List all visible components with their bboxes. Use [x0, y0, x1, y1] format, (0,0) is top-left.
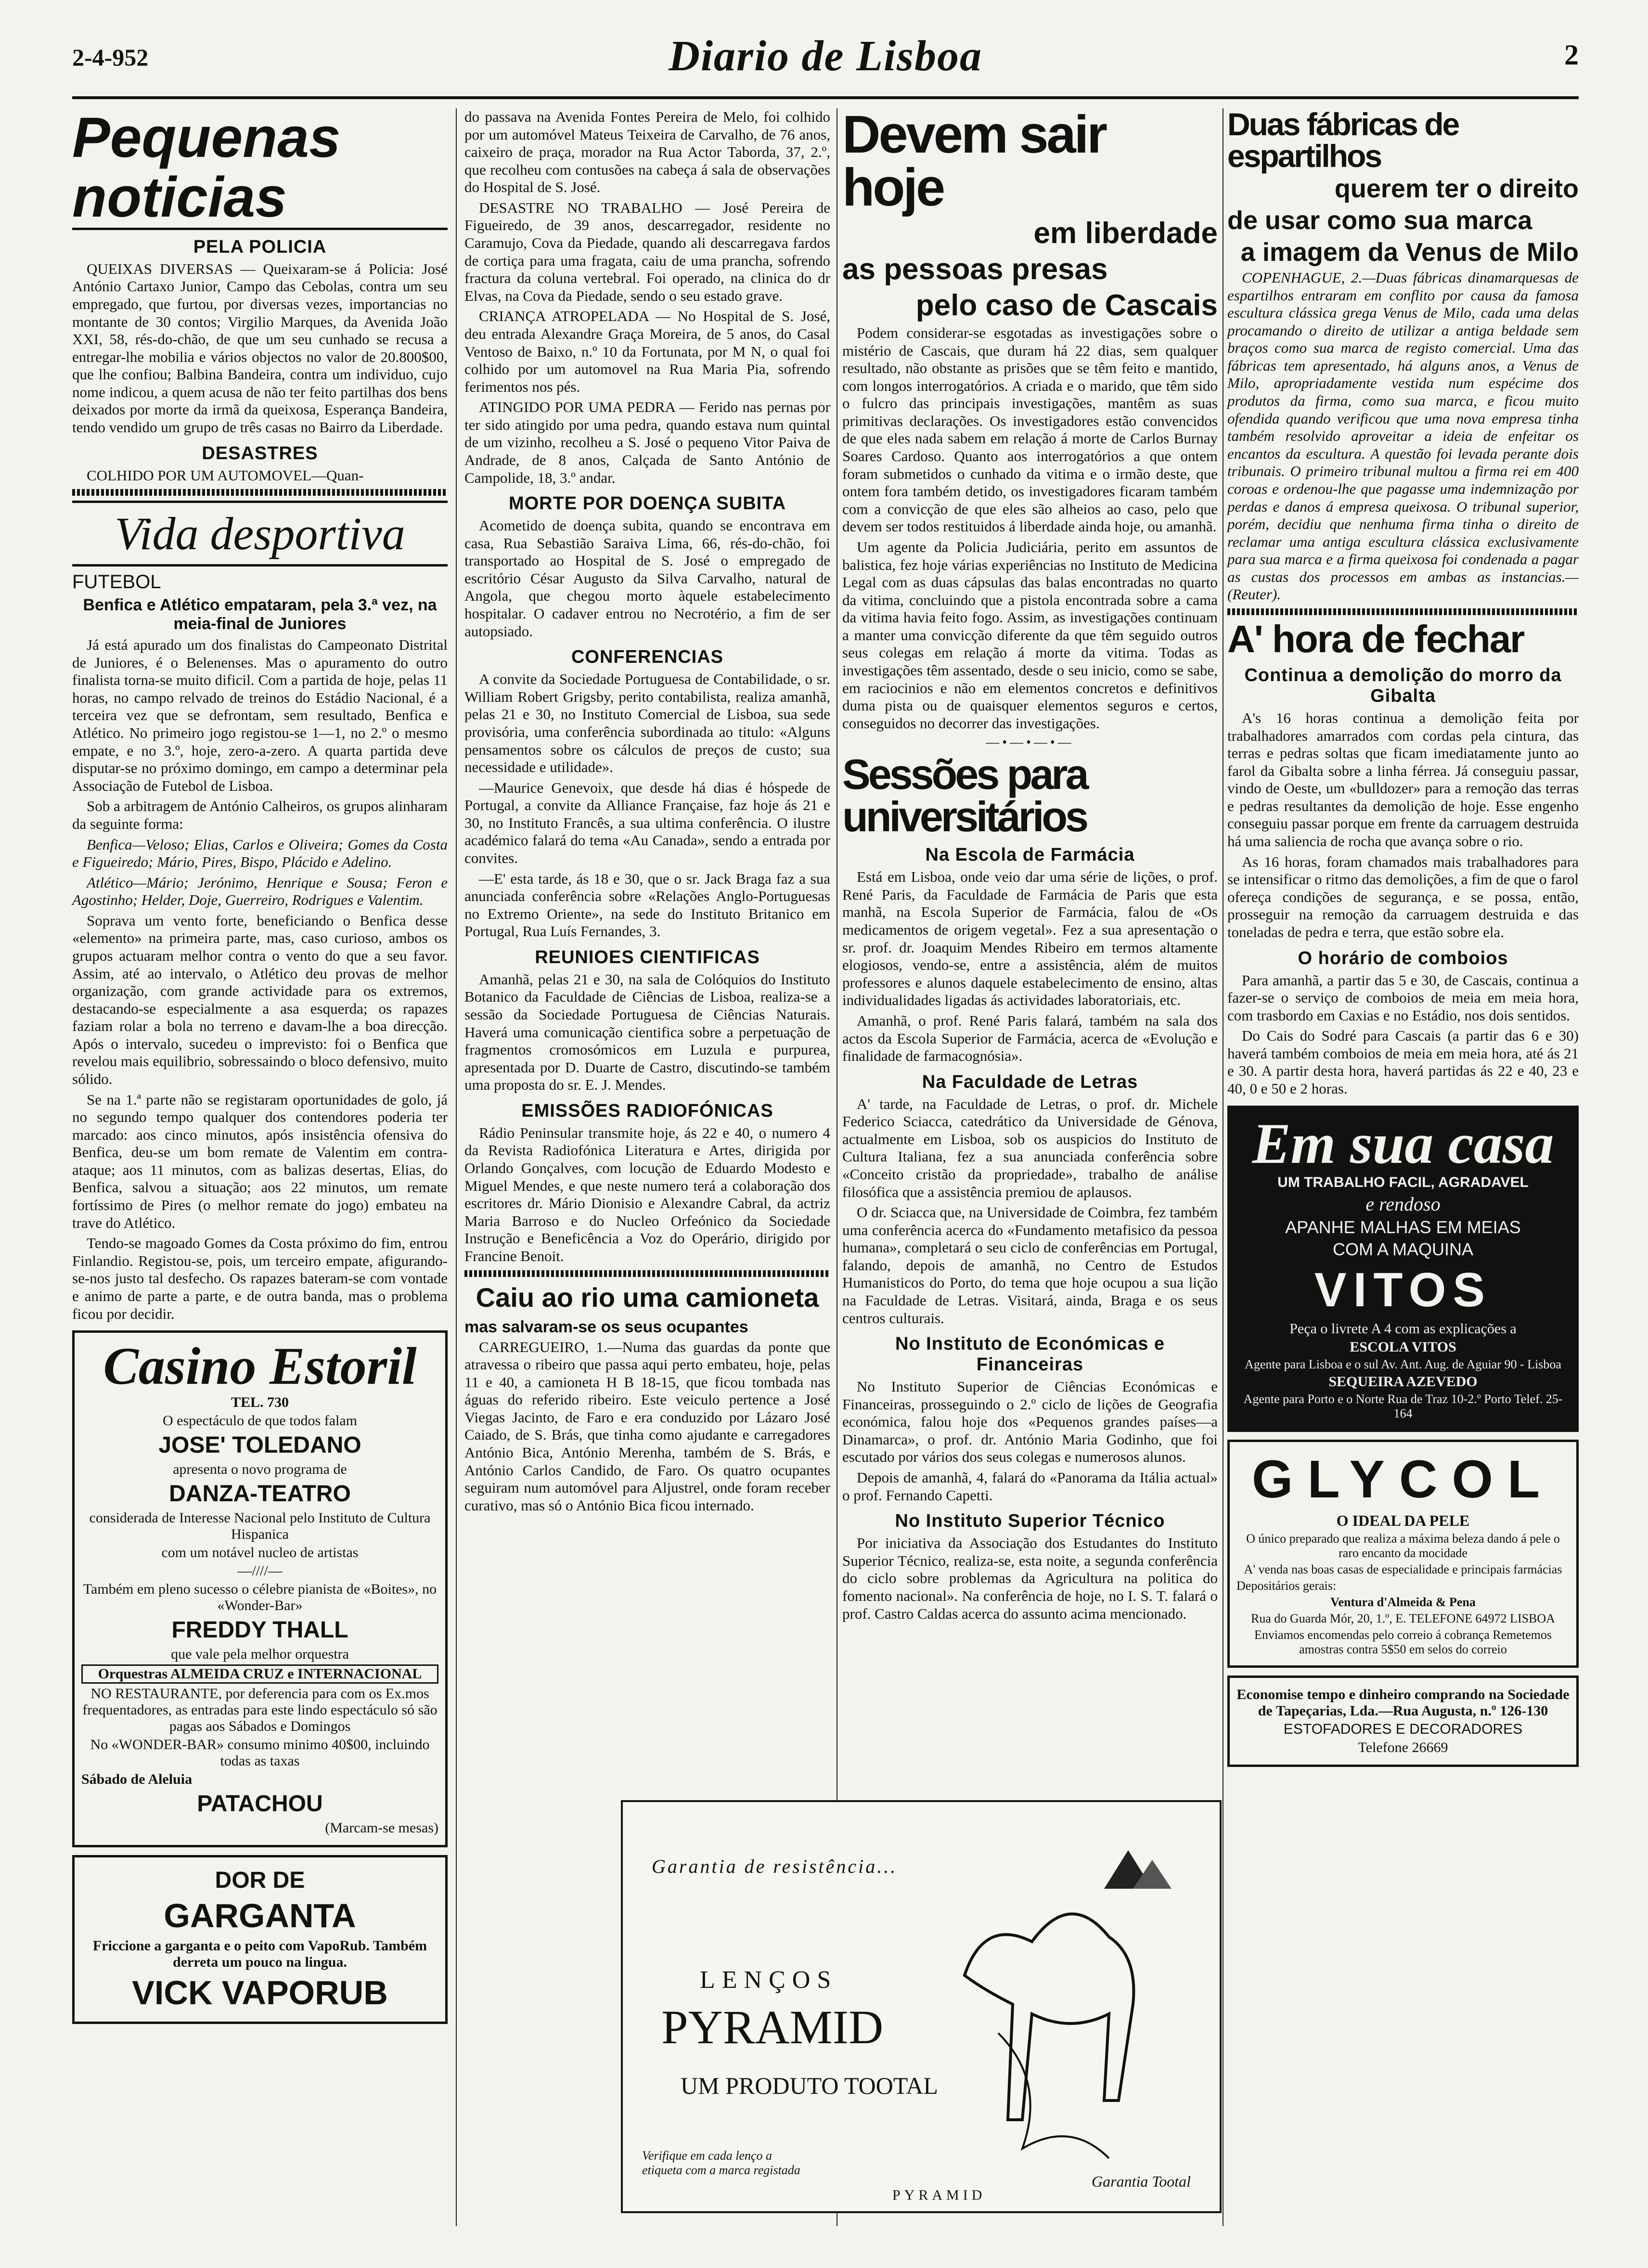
caiu-title: Caiu ao rio uma camioneta — [476, 1282, 819, 1313]
pyramid-ad — [621, 1800, 1222, 2213]
benfica-paragraph: Benfica—Veloso; Elias, Carlos e Oliveira; Gomes da Costa e Figueiredo; Mário, Pires, Bispo, Plácido e Adelino. — [72, 836, 448, 871]
pyramid-tagline: Garantia de resistência... — [652, 1856, 898, 1877]
vitos-line: Agente para Porto e o Norte Rua de Traz 10-2.º Porto Telef. 25-164 — [1243, 1392, 1563, 1420]
pyramid-lencos: LENÇOS — [700, 1966, 838, 1994]
morte-title: MORTE POR DOENÇA SUBITA — [508, 493, 786, 514]
pyramid-verifique: Verifique em cada lenço a etiqueta com a marca registada — [642, 2149, 800, 2177]
column-divider — [456, 108, 457, 2226]
pequenas-noticias-headline: Pequenas noticias — [72, 108, 448, 230]
reunioes-title: REUNIOES CIENTIFICAS — [535, 947, 760, 967]
caiu-subtitle: mas salvaram-se os seus ocupantes — [464, 1317, 748, 1336]
separator-dots: —•—•—•— — [986, 735, 1074, 750]
vitos-line: SEQUEIRA AZEVEDO — [1328, 1373, 1478, 1390]
vick-vaporub-ad — [72, 1855, 448, 2024]
hora-text: A's 16 horas continua a demolição feita por trabalhadores amarrados com cordas pela cintura, das terras e pedras soltas que ficam imediatamente junto ao farol da Gibalta sobre a linha férrea. Já conseguiu passar, vindo de Oeste, um «bulldozer» para a remoção das terras e pedras resultantes da demolição de hoje. Esse engenho conseguiu passar porque em frente da carruagem destruida há uma saliencia de rocha que avança sobre o rio. — [1227, 709, 1579, 850]
column-4 — [1227, 108, 1579, 1767]
letras-title: Na Faculdade de Letras — [922, 1071, 1138, 1092]
glycol-line: Enviamos encomendas pelo correio á cobrança Remetemos amostras contra 5$50 em selos do correio — [1254, 1627, 1552, 1656]
casino-line: considerada de Interesse Nacional pelo Instituto de Cultura Hispanica — [89, 1510, 431, 1543]
atingido-text: ATINGIDO POR UMA PEDRA — Ferido nas pernas por ter sido atingido por uma pedra, quando estava num quintal de um vizinho, recolheu a S. José o pequeno Vitor Paiva de Andrade, de 8 anos, Calçada de Santo António de Campolide, 18, 3.º andar. — [464, 399, 830, 486]
venus-headline-3: de usar como sua marca — [1227, 206, 1532, 235]
glycol-line: A' venda nas boas casas de especialidade e principais farmácias — [1244, 1562, 1562, 1576]
casino-artist: JOSE' TOLEDANO — [158, 1432, 361, 1458]
casino-line: —////— — [237, 1563, 283, 1579]
benfica-paragraph: Já está apurado um dos finalistas do Campeonato Distrital de Juniores, é o Belenenses. Mas o apuramento do outro finalista torna-se muito dificil. Com a partida de hoje, pelas 11 horas, no campo relvado de treinos do Estádio Nacional, é a terceira vez que se defrontam, sem resultado, Benfica e Atlético. No primeiro jogo registou-se 1—1, no 2.º o mesmo empate, e no 3.º, hoje, zero-a-zero. A quarta partida deve disputar-se no próximo domingo, em campo a determinar pela Associação de Futebol de Lisboa. — [72, 636, 448, 794]
conferencia-text: —E' esta tarde, ás 18 e 30, que o sr. Jack Braga faz a sua anunciada conferência sobre «Relações Anglo-Portuguesas no Extremo Oriente», na sede do Instituto Britanico em Portugal, Rua Luís Fernandes, 3. — [464, 870, 830, 940]
emissoes-title: EMISSÕES RADIOFÓNICAS — [521, 1100, 773, 1121]
vitos-line: UM TRABALHO FACIL, AGRADAVEL — [1277, 1174, 1529, 1190]
reunioes-text: Amanhã, pelas 21 e 30, na sala de Colóquios do Instituto Botanico da Faculdade de Ciências de Lisboa, realiza-se a sessão da Sociedade Portuguesa de Ciências Naturais. Haverá uma comunicação cientifica sobre a perpetuação de fragmentos cromosómicos em Luzula e purpurea, apresentada por D. Duarte de Castro, discutindo-se também uma proposta do sr. E. J. Mendes. — [464, 970, 830, 1094]
casino-show: DANZA-TEATRO — [169, 1481, 351, 1507]
pela-policia-title: PELA POLICIA — [193, 236, 327, 257]
comboios-title: O horário de comboios — [1298, 948, 1508, 968]
masthead-rule — [72, 96, 1579, 99]
desastres-title: DESASTRES — [202, 443, 318, 464]
tapecarias-line: ESTOFADORES E DECORADORES — [1283, 1721, 1523, 1737]
vick-dor: DOR DE — [215, 1868, 305, 1894]
vitos-script: Em sua casa — [1252, 1111, 1554, 1175]
page-number: 2 — [1564, 39, 1579, 71]
venus-headline-2: querem ter o direito — [1334, 174, 1579, 203]
hora-headline: A' hora de fechar — [1227, 617, 1524, 660]
vitos-line: Agente para Lisboa e o sul Av. Ant. Aug. de Aguiar 90 - Lisboa — [1245, 1357, 1561, 1371]
emissoes-text: Rádio Peninsular transmite hoje, ás 22 e 40, o numero 4 da Revista Radiofónica Literatura e Artes, dirigida por Orlando Gonçalves, com locução de Eduardo Modesto e Miguel Mendes, e que neste numero terá a colaboração dos escritores dr. Mário Dionisio e Alexandre Cabral, da actriz Maria Barroso e do Nucleo Orfeónico da Sociedade Instrução e Beneficência a Voz do Operário, dirigido por Francine Benoit. — [464, 1124, 830, 1264]
vick-garganta: GARGANTA — [164, 1897, 356, 1935]
tapecarias-line: Economise tempo e dinheiro comprando na Sociedade de Tapeçarias, Lda.—Rua Augusta, n.º 126-130 — [1236, 1686, 1570, 1719]
separator-band — [464, 1270, 830, 1277]
sessoes-headline: Sessões para universitários — [842, 750, 1087, 841]
issue-date: 2-4-952 — [72, 44, 149, 71]
vitos-line: e rendoso — [1365, 1193, 1441, 1215]
casino-patachou: PATACHOU — [197, 1791, 323, 1817]
column-2 — [464, 108, 830, 1517]
colhido-continued: do passava na Avenida Fontes Pereira de Melo, foi colhido por um automóvel Mateus Teixeira de Carvalho, de 76 anos, caixeiro de praça, morador na Rua Actor Taborda, 37, 2.º, que recolheu com contusões na cabeça á sala de observações do Hospital de S. José. — [464, 108, 830, 196]
glycol-line: Ventura d'Almeida & Pena — [1330, 1595, 1476, 1609]
cascais-text: Um agente da Policia Judiciária, perito em assuntos de balistica, fez hoje várias experiências no Instituto de Medicina Legal com as duas cápsulas das balas encontradas no quarto da vitima, concluindo que a pistola encontrada sobre a cama da vitima havia feito fogo. Assim, as investigações continuam a manter uma convicção diferente da que têm seguido outros seus colegas em relação á morte da vitima. Todas as investigações têm assentado, desde o seu inicio, como se sabe, em raciocinios e não em elementos concretos e definitivos duma pista ou de quaisquer elementos seguros e certos, conseguidos no decorrer das investigações. — [842, 538, 1218, 732]
caiu-text: CARREGUEIRO, 1.—Numa das guardas da ponte que atravessa o ribeiro que passa aqui perto embateu, hoje, pelas 11 e 40, a camioneta H B 18-15, que ficou tombada nas águas do referido ribeiro. Este veiculo pertence a José Viegas Jacinto, de Faro e era conduzido por Lázaro José Caiado, de S. Brás, que tinha como ajudante e carregadores António Bica, António Merenha, também de S. Brás, e António Carlos Candido, de Faro. Os quatro ocupantes seguiram num automóvel para Aljustrel, onde foram receber curativo, mas só o António Bica ficou internado. — [464, 1338, 830, 1514]
vitos-line: Peça o livrete A 4 com as explicações a — [1289, 1320, 1517, 1337]
queixas-text: QUEIXAS DIVERSAS — Queixaram-se á Policia: José António Cartaxo Junior, Campo das Cebolas, contra um seu empregado, que furtou, por diversas vezes, importancias no montante de 30 contos; Virgilio Marques, da Avenida João XXI, 58, rés-do-chão, de que um seu cunhado se recusa a entregar-lhe mobilia e vários objectos no valor de 20.800$00, que lhe confiou; Balbina Bandeira, contra um individuo, cujo nome indicou, a quem acusa de não ter feito partilhas dos bens deixados por morte da irmã da queixosa, Esperança Bandeira, tendo vendido um grupo de três casas no Bairro da Liberdade. — [72, 260, 448, 436]
futebol-label: FUTEBOL — [72, 571, 161, 593]
casino-line: No «WONDER-BAR» consumo minimo 40$00, incluindo todas as taxas — [90, 1737, 430, 1769]
benfica-paragraph: Sob a arbitragem de António Calheiros, os grupos alinharam da seguinte forma: — [72, 798, 448, 832]
glycol-line: Depositários gerais: — [1236, 1578, 1337, 1593]
casino-estoril-ad — [72, 1330, 448, 1847]
casino-line: apresenta o novo programa de — [173, 1461, 347, 1478]
glycol-ad — [1227, 1440, 1579, 1668]
cascais-headline-1: Devem sair hoje — [842, 105, 1106, 217]
desastre-trabalho-text: DESASTRE NO TRABALHO — José Pereira de Figueiredo, de 39 anos, descarregador, residente no Caramujo, Cova da Piedade, quando ali descarregava fardos de cortiça para uma fragata, caiu de uma prancha, sofrendo fractura da coluna vertebral. Foi operado, na clinica do dr Elvas, na Cova da Piedade, sendo o seu estado grave. — [464, 199, 830, 304]
casino-line: NO RESTAURANTE, por deferencia para com os Ex.mos frequentadores, as entradas para este lindo espectáculo só são pagas aos Sábados e Domingos — [82, 1686, 438, 1735]
cascais-headline-4: pelo caso de Cascais — [915, 289, 1218, 322]
comboios-text: Para amanhã, a partir das 5 e 30, de Cascais, continua a fazer-se o serviço de comboios de meia em meia hora, com trasbordo em Caxias e no Estádio, nos dois sentidos. — [1227, 971, 1579, 1024]
glycol-brand: GLYCOL — [1251, 1449, 1555, 1509]
casino-orquestras: Orquestras ALMEIDA CRUZ e INTERNACIONAL — [81, 1664, 438, 1684]
newspaper-page — [72, 29, 1579, 2238]
venus-headline-1: Duas fábricas de espartilhos — [1227, 106, 1459, 174]
tecnico-title: No Instituto Superior Técnico — [895, 1511, 1165, 1532]
pyramid-garantia: Garantia Tootal — [1092, 2173, 1191, 2190]
pyramid-produto: UM PRODUTO TOOTAL — [681, 2072, 938, 2099]
pyramid-brand: PYRAMID — [661, 2000, 884, 2054]
vitos-ad — [1227, 1106, 1579, 1432]
colhido-text: COLHIDO POR UM AUTOMOVEL—Quan- — [87, 466, 364, 484]
casino-line: O espectáculo de que todos falam — [162, 1413, 358, 1429]
casino-line: que vale pela melhor orquestra — [171, 1646, 349, 1662]
separator-band — [72, 489, 448, 496]
casino-marcam: (Marcam-se mesas) — [325, 1820, 438, 1836]
economicas-text: No Instituto Superior de Ciências Económicas e Financeiras, prosseguindo o 2.º ciclo de lições de Geografia económica, falou hoje dos «Pequenos grandes países—a Dinamarca», o prof. dr. António Maria Godinho, que foi escutado por vários dos seus colegas e numerosos alunos. — [842, 1378, 1218, 1466]
conferencias-title: CONFERENCIAS — [571, 647, 724, 668]
venus-text: COPENHAGUE, 2.—Duas fábricas dinamarquesas de espartilhos entraram em conflito por causa da famosa escultura clássica grega Venus de Milo, cada uma delas procamando o direito de utilizar a antiga beldade sem braços como sua marca de registo comercial. Uma das fábricas tem apresentado, há alguns anos, a Venus de Milo, apropriadamente vestida num espécime dos produtos da firma, como sua marca, e ficou muito ofendida quando verificou que uma nova empresa tinha também resolvido aproveitar a ideia de enfeitar os encantos da escultura. A questão foi levada perante dois tribunais. O primeiro tribunal multou a firma rei em 400 coroas e ordenou-lhe que pagasse uma indemnização por perdas e danos á empresa queixosa. O tribunal superior, porém, decidiu que nenhuma firma tinha o direito de reclamar uma antiga escultura clássica exclusivamente para sua marca e a firma queixosa foi condenada a pagar as custas dos processos em ambas as instancias.—(Reuter). — [1227, 269, 1579, 603]
conferencia-text: A convite da Sociedade Portuguesa de Contabilidade, o sr. William Robert Grigsby, perito contabilista, realiza amanhã, pelas 21 e 30, no Instituto Comercial de Lisboa, sua sede provisória, uma conferência subordinada ao titulo: «Alguns pensamentos sobre os cálculos de preços de custo; sua necessidade e utilidade». — [464, 670, 830, 776]
farmacia-title: Na Escola de Farmácia — [925, 845, 1135, 865]
comboios-text: Do Cais do Sodré para Cascais (a partir das 6 e 30) haverá também comboios de meia em meia hora, até ás 21 e 30. A partir desta hora, haverá partidas ás 22 e 40, 23 e 40, 0 e 50 e 2 horas. — [1227, 1027, 1579, 1097]
cascais-headline-2: em liberdade — [1033, 217, 1218, 250]
casino-line: com um notável nucleo de artistas — [161, 1545, 359, 1561]
conferencia-text: —Maurice Genevoix, que desde há dias é hóspede de Portugal, a convite da Alliance Française, faz hoje ás 21 e 30, no Instituto Francês, a sua ultima conferência. O ilustre académico falará do tema «Au Canada», sendo a entrada por convites. — [464, 779, 830, 866]
hora-subtitle: Continua a demolição do morro da Gibalta — [1244, 665, 1562, 706]
venus-headline-4: a imagem da Venus de Milo — [1240, 238, 1579, 267]
column-1 — [72, 108, 448, 2024]
vitos-line: ESCOLA VITOS — [1350, 1339, 1456, 1355]
tapecarias-ad — [1227, 1675, 1579, 1767]
cascais-text: Podem considerar-se esgotadas as investigações sobre o mistério de Cascais, que duram há 22 dias, sem qualquer resultado, não obstante as prisões que se têm feito e mantido, com longos interrogatórios. A criada e o marido, que têm sido o fulcro das principais investigações, mantêm as suas primitivas declarações. Os investigadores estão convencidos de que eles nada sabem em relação á morte de Carlos Burnay Soares Cardoso. Quanto aos interrogatórios a que ontem foram submetidos o cunhado da vitima e o irmão deste, que ontem fora também detido, os investigadores ficaram também com a convicção de que eles são alheios ao caso, pelo que devem ser todos restituidos á liberdade ainda hoje, ou amanhã. — [842, 324, 1218, 535]
glycol-line: O único preparado que realiza a máxima beleza dando á pele o raro encanto da mocidade — [1246, 1531, 1560, 1560]
vitos-line: COM A MAQUINA — [1332, 1239, 1474, 1259]
vitos-line: APANHE MALHAS EM MEIAS — [1285, 1217, 1521, 1237]
economicas-title: No Instituto de Económicas e Financeiras — [895, 1334, 1165, 1375]
farmacia-text: Amanhã, o prof. René Paris falará, também na sala dos actos da Escola Superior de Farmácia, acerca de «Evolução e finalidade de farmacognósia». — [842, 1012, 1218, 1065]
crianca-text: CRIANÇA ATROPELADA — No Hospital de S. José, deu entrada Alexandre Graça Moreira, de 5 anos, do Casal Ventoso de Baixo, n.º 10 da Fortunata, por M N, o qual foi colhido por um automovel na Rua Maria Pia, sofrendo ferimentos nos pés. — [464, 308, 830, 395]
cascais-headline-3: as pessoas presas — [842, 253, 1108, 286]
vick-text: Friccione a garganta e o peito com VapoRub. Também derreta um pouco na lingua. — [92, 1938, 427, 1971]
economicas-text: Depois de amanhã, 4, falará do «Panorama da Itália actual» o prof. Fernando Capetti. — [842, 1469, 1218, 1504]
vitos-brand: VITOS — [1314, 1263, 1492, 1317]
hora-text: As 16 horas, foram chamados mais trabalhadores para se intensificar o ritmo das demolições, a fim de que o farol ofereça condições de segurança, e se possa, então, prosseguir na remoção da carruagem destruida e das toneladas de pedra e terra, que estão sobre ela. — [1227, 853, 1579, 941]
benfica-paragraph: Tendo-se magoado Gomes da Costa próximo do fim, entrou Finlandio. Registou-se, pois, um terceiro empate, afigurando-se-nos justo tal desfecho. Os rapazes bateram-se com vontade e animo de parte a parte, e de outra banda, mas o problema ficou por decidir. — [72, 1235, 448, 1322]
vick-brand: VICK VAPORUB — [132, 1974, 388, 2012]
casino-pianist: FREDDY THALL — [171, 1617, 348, 1643]
tecnico-text: Por iniciativa da Associação dos Estudantes do Instituto Superior Técnico, realiza-se, esta noite, a segunda conferência do ciclo sobre problemas da Agricultura na politica do fomento nacional». Na conferência de hoje, no I. S. T. falará o prof. Castro Caldas acerca do assunto acima mencionado. — [842, 1534, 1218, 1622]
masthead — [72, 29, 1579, 91]
glycol-sub: O IDEAL DA PELE — [1336, 1511, 1470, 1529]
benfica-paragraph: Se na 1.ª parte não se registaram oportunidades de golo, já no segundo tempo qualquer dos contendores poderia ter marcado: aos cinco minutos, após insistência ofensiva do Benfica, deu-se um bom remate de Valentim em contra-ataque; aos 11 minutos, com as balizas desertas, Elias, do Benfica, salvou a situação; aos 22 minutos, um remate fortíssimo de Pires (o melhor remate do jogo) embateu na trave do Atlético. — [72, 1091, 448, 1231]
camel-illustration — [926, 1831, 1176, 2168]
separator-band — [1227, 608, 1579, 615]
column-3 — [842, 105, 1218, 1625]
letras-text: O dr. Sciacca que, na Universidade de Coimbra, fez também uma conferência acerca do «Fundamento metafisico da pessoa humana», completará o seu ciclo de conferências em Portugal, falando, depois de amanhã, no Centro de Estudos Humanisticos do Porto, do tema que hoje ocupou a sua lição na Faculdade de Letras. Visitará, ainda, Braga e os seus centros culturais. — [842, 1204, 1218, 1327]
benfica-paragraph: Atlético—Mário; Jerónimo, Henrique e Sousa; Feron e Agostinho; Helder, Doje, Guerreiro, Rodrigues e Valentim. — [72, 874, 448, 909]
casino-name: Casino Estoril — [103, 1337, 417, 1396]
tapecarias-line: Telefone 26669 — [1358, 1739, 1448, 1755]
casino-sabado: Sábado de Aleluia — [81, 1771, 193, 1788]
glycol-line: Rua do Guarda Mór, 20, 1.º, E. TELEFONE 64972 LISBOA — [1251, 1611, 1555, 1625]
farmacia-text: Está em Lisboa, onde veio dar uma série de lições, o prof. René Paris, da Faculdade de Farmácia de Paris que esta manhã, na Escola Superior de Farmácia, falou de «Os medicamentos de origem vegetal». Fez a sua apresentação o sr. prof. dr. Joaquim Mendes Ribeiro em termos altamente elogiosos, vendo-se, entre a assistência, além de muitos professores e alunos daquele estabelecimento de ensino, altas individualidades ligadas ás actividades laboratoriais, etc. — [842, 868, 1218, 1009]
morte-text: Acometido de doença subita, quando se encontrava em casa, Rua Sebastião Saraiva Lima, 66, rés-do-chão, foi transportado ao Hospital de S. José o empregado de escritório César Augusto da Silva Carvalho, natural de Angola, que chegou morto àquele estabelecimento hospitalar. O cadaver entrou no Necrotério, a fim de ser autopsiado. — [464, 517, 830, 640]
benfica-title: Benfica e Atlético empataram, pela 3.ª vez, na meia-final de Juniores — [83, 596, 437, 633]
benfica-paragraph: Soprava um vento forte, beneficiando o Benfica desse «elemento» na primeira parte, mas, caso curioso, ambos os grupos actuaram melhor contra o vento do que a seu favor. Assim, até ao intervalo, o Atlético deu provas de melhor organização, com grande actividade para os extremos, destacando-se especialmente a asa esquerda; os rapazes faziam rolar a bola no terreno e davam-lhe a boa direcção. Após o intervalo, sucedeu o imprevisto: foi o Benfica que revelou mais equilibrio, sobressaindo o bloco defensivo, muito sólido. — [72, 912, 448, 1088]
vida-desportiva-title: Vida desportiva — [72, 501, 448, 567]
pyramid-logo-text: PYRAMID — [892, 2187, 986, 2203]
casino-tel: TEL. 730 — [231, 1394, 289, 1411]
casino-line: Também em pleno sucesso o célebre pianista de «Boites», no «Wonder-Bar» — [83, 1581, 437, 1614]
letras-text: A' tarde, na Faculdade de Letras, o prof. dr. Michele Federico Sciacca, catedrático da Universidade de Génova, actualmente em Lisboa, sob os auspicios do Instituto de Cultura Italiana, fez a sua anunciada conferência sobre «Conceito cristão da propriedade», trabalho de análise filosófica que a assistência premiou de aplausos. — [842, 1095, 1218, 1200]
newspaper-title: Diario de Lisboa — [669, 32, 982, 80]
